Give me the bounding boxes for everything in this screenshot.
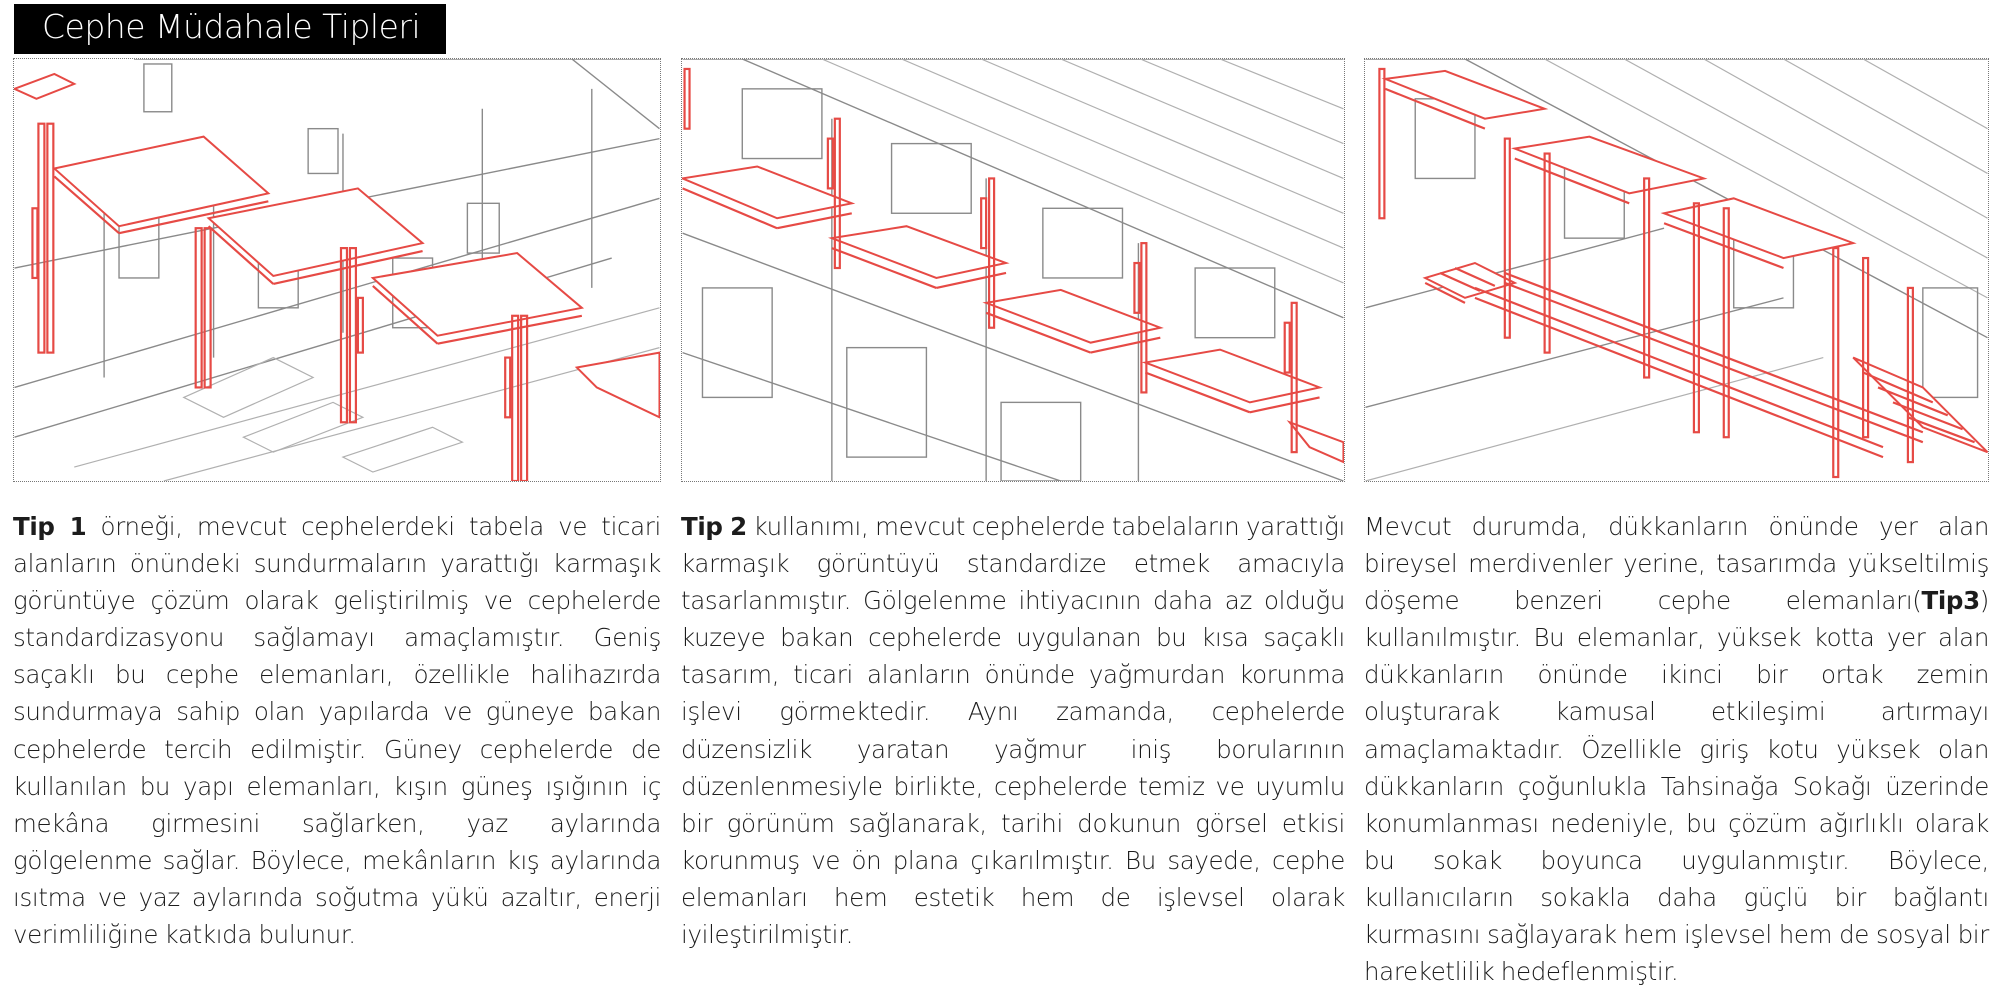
tip2-body: kullanımı, mevcut cephelerde tabelaların yarattığı karmaşık görüntüyü standardize etmek amacıyla tasarlanmıştır. Gölgelenme ihtiyacının daha az olduğu kuzeye bakan cephelerde uygulanan bu kısa saçaklı tasarım, ticari alanların önünde yağmurdan korunma işlevi görmektedir. Aynı zamanda, cephelerde düzensizlik yaratan yağmur iniş borularının düzenlenmesiyle birlikte, cephelerde temiz ve uyumlu bir görünüm sağlanarak, tarihi dokunun görsel etkisi korunmuş ve ön plana çıkarılmıştır. Bu sayede, cephe elemanları hem estetik hem de işlevsel olarak iyileştirilmiştir. bbox=[681, 512, 1345, 950]
tip3-body-post: ) kullanılmıştır. Bu elemanlar, yüksek kotta yer alan dükkanların önünde ikinci bir ortak zemin oluşturarak kamusal etkileşimi artırmayı amaçlamaktadır. Özellikle giriş kotu yüksek olan dükkanların çoğunlukla Tahsinağa Sokağı üzerinde konumlanması nedeniyle, bu çözüm ağırlıklı olarak bu sokak boyunca uygulanmıştır. Böylece, kullanıcıların sokakla daha güçlü bir bağlantı kurmasını sağlayarak hem işlevsel hem de sosyal bir hareketlilik hedeflenmiştir. bbox=[1364, 586, 1989, 987]
page-title: Cephe Müdahale Tipleri bbox=[14, 4, 446, 54]
tip1-canopies-red bbox=[15, 74, 660, 481]
tip2-axonometric-drawing bbox=[682, 59, 1344, 481]
existing-buildings-linework bbox=[683, 59, 1344, 481]
tip1-description bbox=[13, 508, 661, 950]
tip1-axonometric-drawing bbox=[14, 59, 660, 481]
tip3-body-pre: Mevcut durumda, dükkanların önünde yer alan bireysel merdivenler yerine, tasarımda yükseltilmiş döşeme benzeri cephe elemanları( bbox=[1364, 512, 1989, 616]
tip2-lead: Tip 2 bbox=[681, 512, 747, 541]
tip3-lead: Tip3 bbox=[1921, 586, 1980, 616]
tip3-platforms-red bbox=[1379, 69, 1987, 477]
tip2-drawing-panel bbox=[681, 58, 1345, 482]
tip3-description bbox=[1364, 508, 1989, 987]
tip2-canopies-red bbox=[683, 69, 1344, 462]
tip1-lead: Tip 1 bbox=[13, 512, 87, 541]
tip2-description bbox=[681, 508, 1345, 950]
tip1-body: örneği, mevcut cephelerdeki tabela ve ticari alanların önündeki sundurmaların yarattığı karmaşık görüntüye çözüm olarak geliştirilmiş ve cephelerde standardizasyonu sağlamayı amaçlamıştır. Geniş saçaklı bu cephe elemanları, özellikle halihazırda sundurmaya sahip olan yapılarda ve güneye bakan cephelerde tercih edilmiştir. Güney cephelerde de kullanılan bu yapı elemanları, kışın güneş ışığının iç mekâna girmesini sağlarken, yaz aylarında gölgelenme sağlar. Böylece, mekânların kış aylarında ısıtma ve yaz aylarında soğutma yükü azaltır, enerji verimliliğine katkıda bulunur. bbox=[13, 512, 661, 950]
tip3-axonometric-drawing bbox=[1365, 59, 1988, 481]
tip3-drawing-panel bbox=[1364, 58, 1989, 482]
tip1-drawing-panel bbox=[13, 58, 661, 482]
